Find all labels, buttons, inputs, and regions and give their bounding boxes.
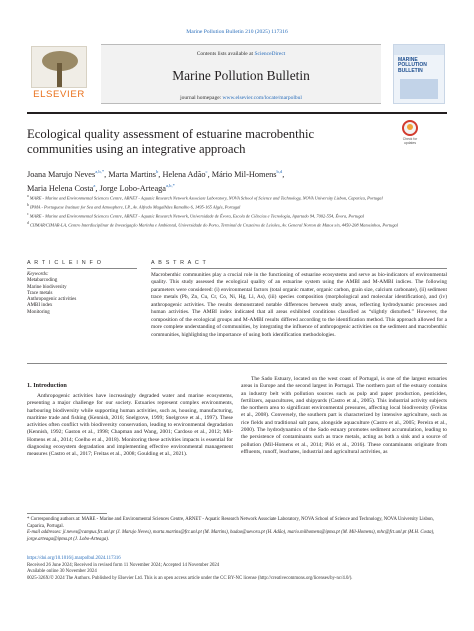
- abstract-text: Macrobenthic communities play a crucial role in the functioning of estuarine ecosystems and serve as bio-indicators of environmental quality. This study assessed the ecological quality of an estuarine system using the AMBI and M-AMBI indices. The following parameters were considered: (i) environmental factors (total organic matter, organic carbon, grain size, calcium carbonate), (ii) sediment trace metals (Pb, Zn, Cu, Cr, Co, Ni, Hg, Li, As), (iii) species composition (morphological and molecular identification), and (iv) anthropogenic activities. The results demonstrated notable differences between study areas, reflecting hydrodynamic processes and human activities. The AMBI index indicated that all areas exhibited conditions classified as “slightly disturbed.” However, the composition of the ecological groups and M-AMBI results differed according to the identification method. This approach allowed for a more complete understanding of communities, by integrating the influence of anthropogenic activities on the sediment and macrobenthic communities, highlighting the importance of using both identification methodologies.: [151, 272, 447, 338]
- affiliation-marker: d: [27, 220, 29, 225]
- email-addresses[interactable]: E-mail addresses: jl.neves@campus.fct.unl.pt (J. Marujo Neves), marta.martins@fct.unl.pt (M. Martins), hadao@uevora.pt (H. Adão), mario.milhomens@ipma.pt (M. Mil-Homens), mhc@fct.unl.pt (M.H. Costa), jorge.arteaga@ipma.pt (J. Lobo-Arteaga).: [27, 530, 435, 542]
- publisher-name: ELSEVIER: [33, 89, 85, 100]
- license-text[interactable]: 0025-326X/© 2024 The Authors. Published by Elsevier Ltd. This is an open access article under the CC BY-NC license (http://creativecommons.org/licenses/by-nc/4.0/).: [27, 575, 353, 581]
- crossmark-label: Check for updates: [402, 137, 418, 145]
- affiliation-text: MARE - Marine and Environmental Sciences Centre, ARNET - Aquatic Research Network, Universidade de Évora, Escola de Ciências e Tecnologia, Apartado 94, 7002-554, Évora, Portugal: [29, 213, 364, 219]
- article-title: Ecological quality assessment of estuarine macrobenthic communities using an integrative approach: [27, 127, 315, 156]
- section-title: 1. Introduction: [27, 382, 67, 389]
- author-affiliation-marker[interactable]: a,b,*: [95, 169, 105, 174]
- affiliation-list: [27, 193, 447, 229]
- homepage-prefix: journal homepage:: [180, 95, 223, 101]
- footnote-divider: [27, 513, 107, 514]
- body-column-right: The Sado Estuary, located on the west coast of Portugal, is one of the largest estuaries areas in Europe and the second largest in Portugal. The northern part of the estuary contains an industry belt with pollution sources such as pulp and paper production, pesticides, fertilizers, aquacultures, and shipyards (Castro et al., 2005). This industrial activity subjects the northern area to significant environmental pressures, affecting local biodiversity (Freitas et al., 2008). Conversely, the southern part is characterized by intensive agriculture, such as rice fields and traditional salt pans, alongside aquaculture (Castro et al., 2005; Pereira et al., 2000). The hydrodynamics of the Sado estuary promotes sediment accumulation, leading to the persistence of contaminants such as trace metals, acting as both a sink and a source of pollution (Mil-Homens et al., 2014; Piló et al., 2016). These contaminants originate from effluents, runoff, leachates, industrial and agricultural activities, as: [241, 376, 447, 455]
- received-dates: Received 26 June 2024; Received in revised form 11 November 2024; Accepted 14 November 2024: [27, 562, 220, 568]
- journal-citation[interactable]: Marine Pollution Bulletin 210 (2025) 117316: [186, 29, 288, 35]
- author-affiliation-marker[interactable]: b: [156, 169, 159, 174]
- author-affiliation-marker[interactable]: b,d: [276, 169, 283, 174]
- author-affiliation-marker[interactable]: a: [93, 183, 96, 189]
- keyword-item: Anthropogenic activities: [27, 297, 77, 303]
- affiliation-text: CIIMAR/CIMAR-LA, Centro Interdisciplinar de Investigação Marinha e Ambiental, Universidade do Porto, Terminal de Cruzeiros de Leixões, Av. General Norton de Matos s/n, 4450-208 Matosinhos, Portugal: [29, 222, 398, 228]
- author-name[interactable]: Mário Mil-Homens: [211, 169, 277, 179]
- keyword-item: AMBI index: [27, 303, 53, 309]
- affiliation-marker: b: [27, 202, 29, 207]
- keyword-item: Monitoring: [27, 309, 50, 315]
- cover-title: MARINE POLLUTION BULLETIN: [398, 57, 427, 74]
- author-name[interactable]: Marta Martins: [108, 169, 156, 179]
- front-matter-divider: [27, 363, 447, 364]
- keywords-label: Keywords:: [27, 272, 49, 277]
- contents-line: [101, 51, 381, 57]
- author-name[interactable]: Helena Adão: [162, 169, 206, 179]
- crossmark-badge[interactable]: [398, 120, 422, 144]
- journal-masthead: [27, 44, 447, 107]
- article-info-heading: A R T I C L E I N F O: [27, 260, 103, 266]
- homepage-link[interactable]: www.elsevier.com/locate/marpolbul: [222, 95, 302, 101]
- crossmark-icon: [402, 120, 418, 136]
- author-name[interactable]: Maria Helena Costa: [27, 184, 94, 194]
- affiliation-marker: c: [27, 211, 29, 216]
- affiliation-text: IPMA - Portuguese Institute for Sea and Atmosphere, I.P., Av. Alfredo Magalhães Ramalho 6, 1495-165 Algés, Portugal: [29, 204, 241, 210]
- affiliation-item: [27, 220, 447, 229]
- abstract-divider: [151, 268, 447, 269]
- contents-prefix: Contents lists available at: [196, 51, 255, 57]
- body-column-left: Anthropogenic activities have increasingly degraded water and marine ecosystems, presenting a major challenge for our society. Estuaries represent complex environments, harbouring biodiversity while supporting human activities, such as, housing, manufacturing, maritime trade and fishing (Kennish, 2016; Snelgrove, 1999; Snelgrove et al., 1997). These activities often conflict with biodiversity conservation, leading to environmental degradation (Kennish, 1992; Gaston et al., 1998; Chapman and Wang, 2001; Cardoso et al., 2012; Mil-Homens et al., 2014; Coelho et al., 2018). Monitoring these activities impacts is essential for diagnosing ecosystem degradation and implementing effective environmental management measures (Castro et al., 2017; Freitas et al., 2008; Goulding et al., 2021).: [27, 393, 233, 458]
- online-date: Available online 30 November 2024: [27, 569, 97, 575]
- keyword-item: Marine biodiversity: [27, 284, 67, 290]
- author-name[interactable]: Joana Marujo Neves: [27, 169, 96, 179]
- affiliation-item: [27, 211, 447, 220]
- homepage-line: [101, 95, 381, 101]
- affiliation-marker: a: [27, 194, 29, 198]
- author-affiliation-marker[interactable]: a,b,*: [166, 183, 175, 189]
- author-affiliation-marker[interactable]: c: [205, 169, 208, 174]
- keyword-item: Trace metals: [27, 290, 53, 296]
- elsevier-logo[interactable]: [31, 46, 87, 98]
- footnotes: [27, 517, 447, 543]
- keyword-list: [27, 272, 137, 316]
- article-metadata: [27, 556, 447, 582]
- abstract-heading: A B S T R A C T: [151, 260, 208, 266]
- author-name[interactable]: Jorge Lobo-Arteaga: [99, 184, 166, 194]
- affiliation-item: [27, 202, 447, 211]
- journal-title: Marine Pollution Bulletin: [172, 68, 310, 83]
- masthead-divider: [27, 112, 447, 114]
- sciencedirect-link[interactable]: ScienceDirect: [254, 51, 286, 57]
- elsevier-tree-icon: [31, 46, 87, 88]
- affiliation-text: MARE - Marine and Environmental Sciences Centre, ARNET - Aquatic Research Network Associate Laboratory, NOVA School of Science and Technology, NOVA University Lisbon, Caparica, Portugal: [29, 195, 383, 201]
- journal-header-box: [101, 44, 381, 104]
- article-info-divider: [27, 268, 137, 269]
- corresponding-author-note: * Corresponding authors at: MARE - Marine and Environmental Sciences Centre, ARNET - Aquatic Research Network Associate Laboratory, NOVA School of Science and Technology, NOVA University Lisbon, Caparica, Portugal.: [27, 517, 434, 529]
- keyword-item: Metabarcoding: [27, 278, 58, 284]
- affiliation-item: [27, 193, 447, 202]
- doi-link[interactable]: https://doi.org/10.1016/j.marpolbul.2024.117316: [27, 556, 121, 561]
- cover-picture: [400, 79, 438, 99]
- journal-cover-image[interactable]: [393, 44, 445, 104]
- author-list: Joana Marujo Neves$^{a,b,*}$, Marta Martins$^b$, Helena Adão$^c$, Mário Mil-Homens$^{b,d}$, Maria Helena Costa$^a$, Jorge Lobo-Arteaga$^{a,b,*}$: [27, 169, 285, 194]
